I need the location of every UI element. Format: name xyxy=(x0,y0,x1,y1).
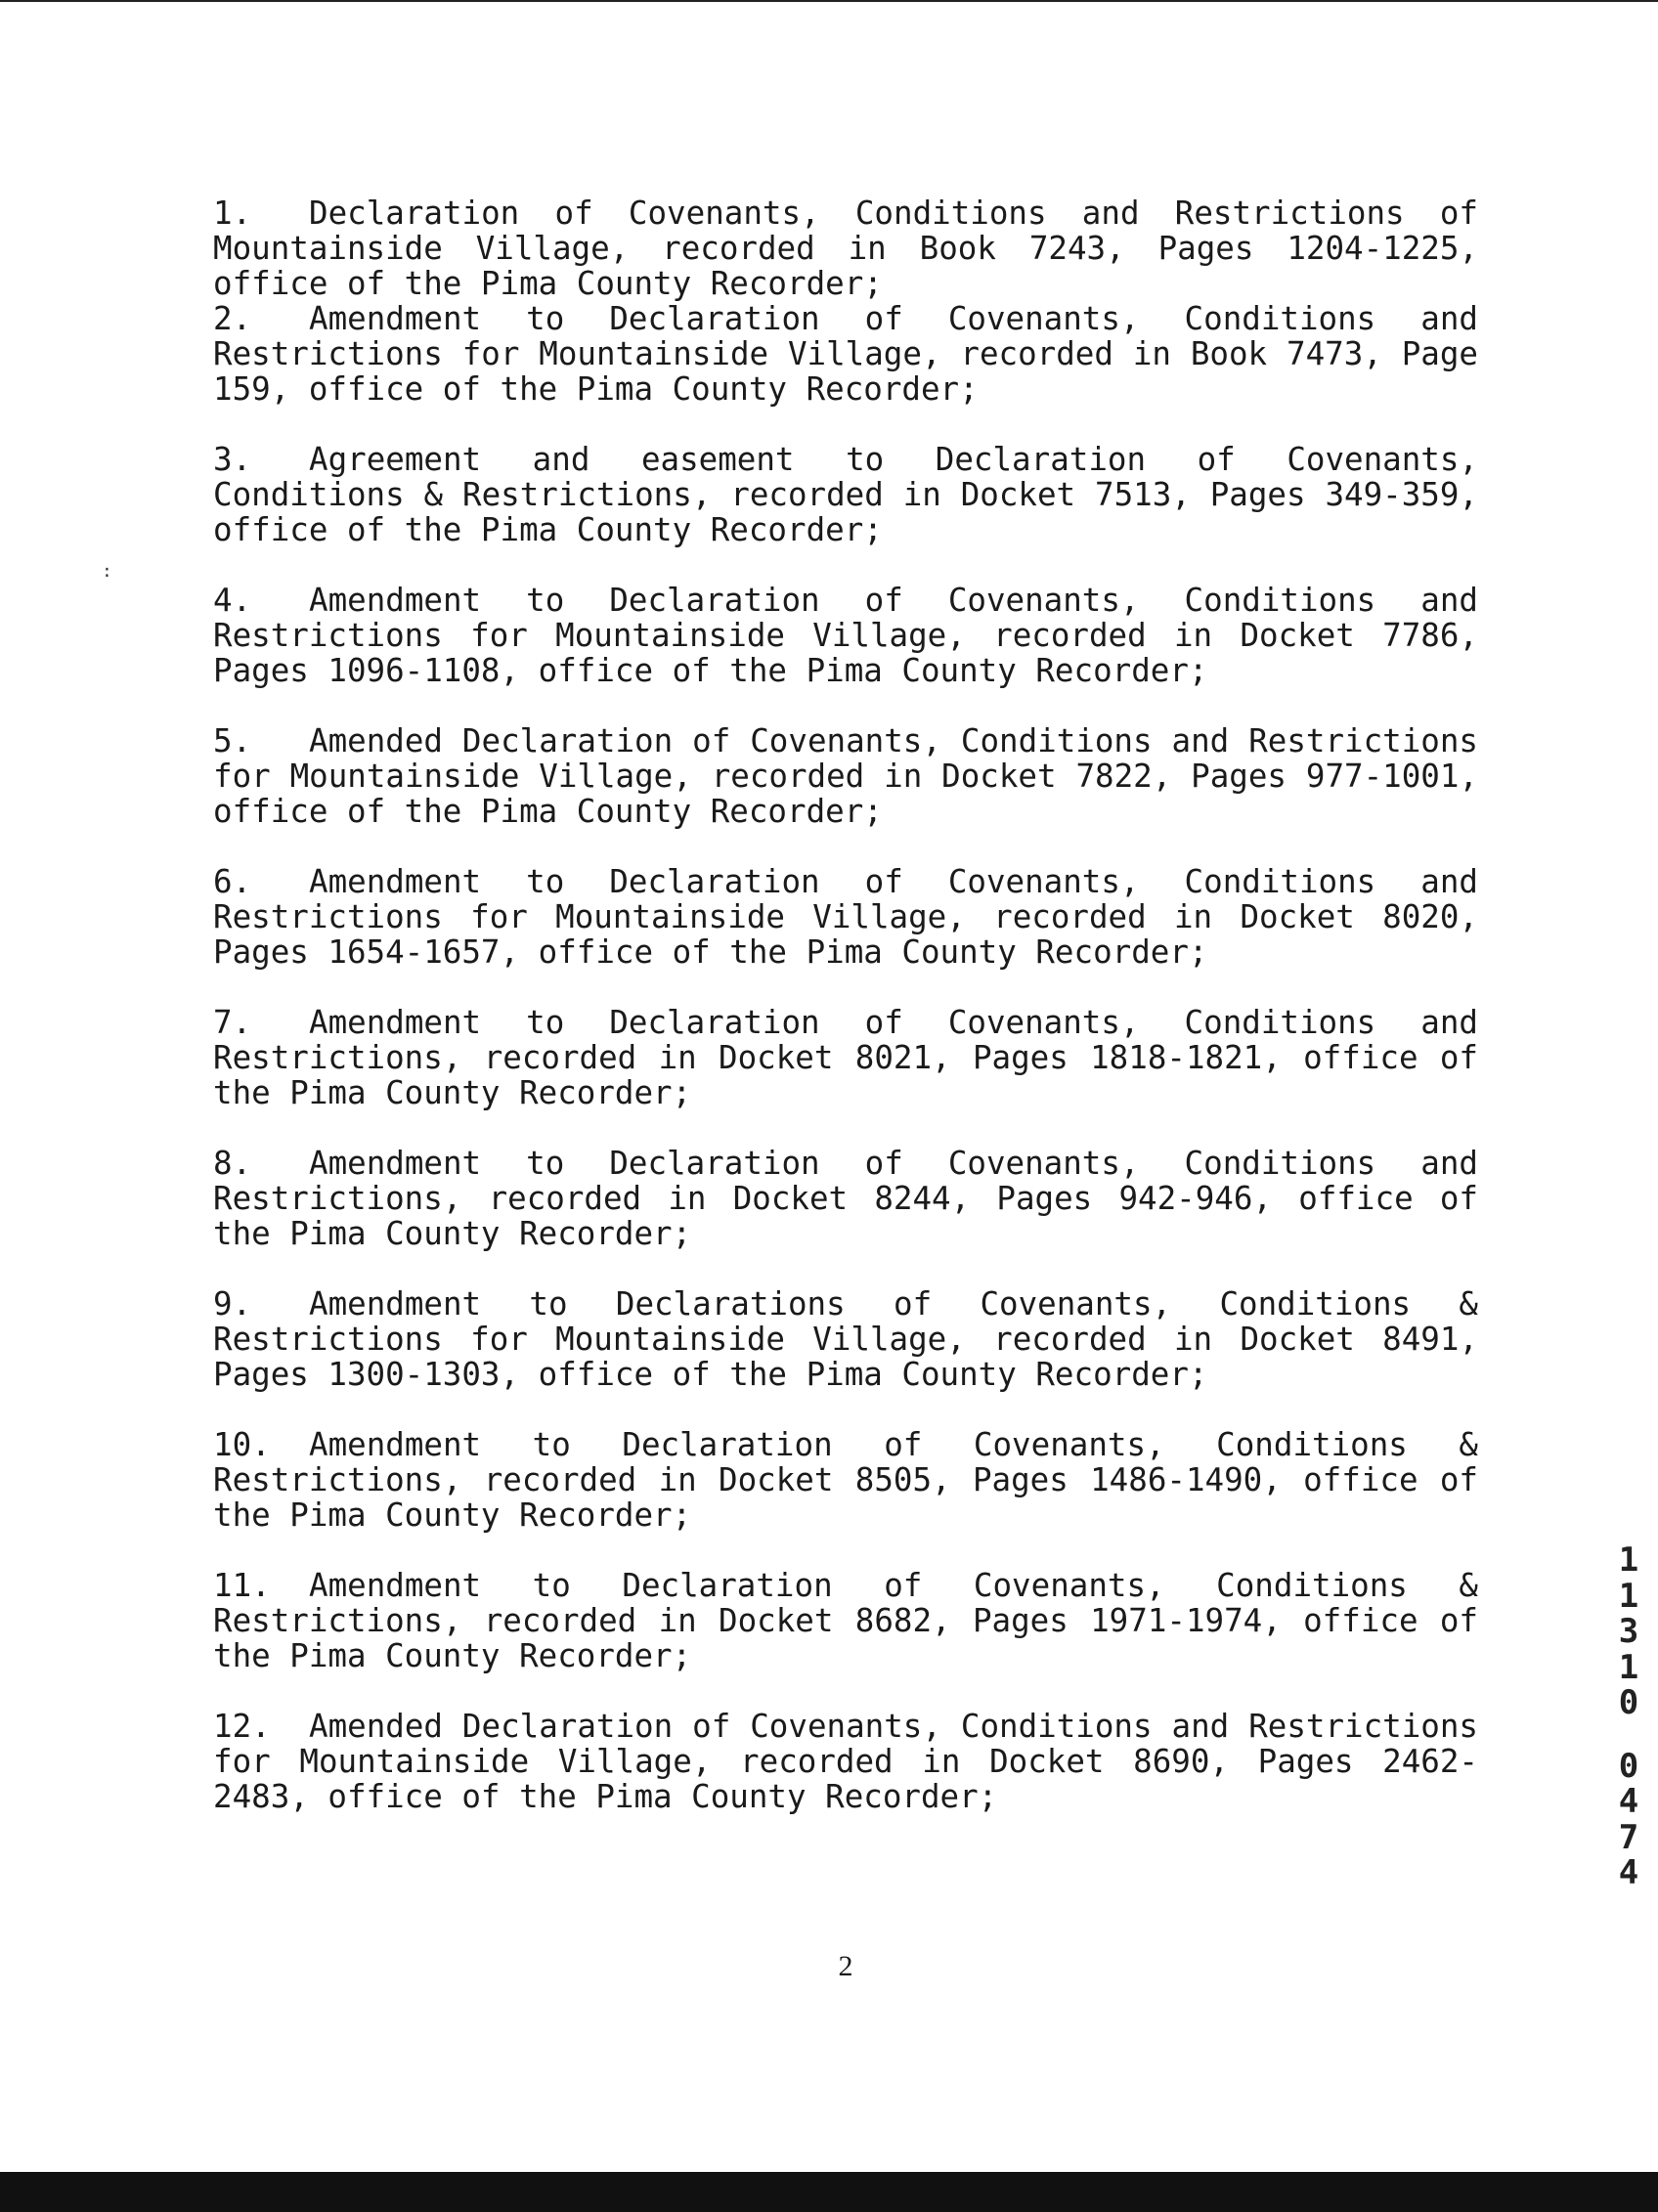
clause-text: Agreement and easement to Declaration of Covenants, Conditions & Restrictions, recorded in Docket 7513, Pages 349-359, office of the Pima County Recorder; xyxy=(213,441,1478,548)
stamp-digit: 3 xyxy=(1618,1612,1639,1651)
clause-number: 5. xyxy=(213,722,252,759)
clause-number: 8. xyxy=(213,1145,252,1182)
clause-text: Amendment to Declaration of Covenants, Conditions & Restrictions, recorded in Docket 8505, Pages 1486-1490, office of the Pima County Recorder; xyxy=(213,1426,1478,1534)
clause-6 xyxy=(213,864,1478,970)
stamp-digit: 1 xyxy=(1618,1576,1639,1616)
clause-number: 11. xyxy=(213,1567,271,1604)
clause-number: 9. xyxy=(213,1285,252,1323)
stamp-digit: 1 xyxy=(1618,1540,1639,1580)
clause-9 xyxy=(213,1286,1478,1392)
clause-text: Amendment to Declaration of Covenants, Conditions and Restrictions for Mountainside Village, recorded in Book 7473, Page 159, office of the Pima County Recorder; xyxy=(213,300,1478,408)
clause-8 xyxy=(213,1146,1478,1251)
clause-number: 4. xyxy=(213,582,252,619)
clause-number: 7. xyxy=(213,1004,252,1041)
clause-11 xyxy=(213,1568,1478,1673)
clause-text: Amended Declaration of Covenants, Conditions and Restrictions for Mountainside Village, recorded in Docket 7822, Pages 977-1001, office of the Pima County Recorder; xyxy=(213,722,1478,830)
stamp-digit: 0 xyxy=(1618,1683,1639,1722)
scan-bottom-edge xyxy=(0,2172,1658,2212)
clause-text: Declaration of Covenants, Conditions and Restrictions of Mountainside Village, recorded in Book 7243, Pages 1204-1225, office of the Pima County Recorder; xyxy=(213,195,1478,302)
clause-number: 6. xyxy=(213,863,252,900)
clause-text: Amendment to Declaration of Covenants, Conditions and Restrictions, recorded in Docket 8244, Pages 942-946, office of the Pima County Recorder; xyxy=(213,1145,1478,1252)
clause-text: Amendment to Declaration of Covenants, Conditions & Restrictions, recorded in Docket 8682, Pages 1971-1974, office of the Pima County Recorder; xyxy=(213,1567,1478,1674)
clause-5 xyxy=(213,723,1478,829)
stamp-digit: 7 xyxy=(1618,1817,1639,1857)
document-body xyxy=(213,195,1478,1814)
stamp-digit: 4 xyxy=(1618,1782,1639,1821)
margin-mark: : xyxy=(102,561,112,582)
clause-text: Amendment to Declaration of Covenants, Conditions and Restrictions for Mountainside Village, recorded in Docket 7786, Pages 1096-1108, office of the Pima County Recorder; xyxy=(213,582,1478,689)
clause-10 xyxy=(213,1427,1478,1533)
clause-text: Amended Declaration of Covenants, Conditions and Restrictions for Mountainside Village, recorded in Docket 8690, Pages 2462-2483, office of the Pima County Recorder; xyxy=(213,1708,1478,1815)
scan-top-edge xyxy=(0,0,1658,2)
stamp-digit: 1 xyxy=(1618,1647,1639,1687)
clause-text: Amendment to Declaration of Covenants, Conditions and Restrictions, recorded in Docket 8021, Pages 1818-1821, office of the Pima County Recorder; xyxy=(213,1004,1478,1111)
clause-number: 10. xyxy=(213,1426,271,1463)
stamp-digit: 4 xyxy=(1618,1853,1639,1892)
clause-7 xyxy=(213,1005,1478,1110)
page-number: 2 xyxy=(838,1950,853,1982)
clause-1 xyxy=(213,195,1478,301)
clause-12 xyxy=(213,1709,1478,1814)
stamp-digit: 0 xyxy=(1618,1746,1639,1786)
clause-text: Amendment to Declarations of Covenants, Conditions & Restrictions for Mountainside Village, recorded in Docket 8491, Pages 1300-1303, office of the Pima County Recorder; xyxy=(213,1285,1478,1393)
clause-number: 12. xyxy=(213,1708,271,1745)
clause-number: 1. xyxy=(213,195,252,232)
clause-number: 2. xyxy=(213,300,252,337)
clause-4 xyxy=(213,583,1478,688)
clause-3 xyxy=(213,442,1478,547)
clause-2 xyxy=(213,301,1478,407)
recording-number-stamp xyxy=(1609,1542,1648,1891)
clause-number: 3. xyxy=(213,441,252,478)
clause-text: Amendment to Declaration of Covenants, Conditions and Restrictions for Mountainside Village, recorded in Docket 8020, Pages 1654-1657, office of the Pima County Recorder; xyxy=(213,863,1478,971)
